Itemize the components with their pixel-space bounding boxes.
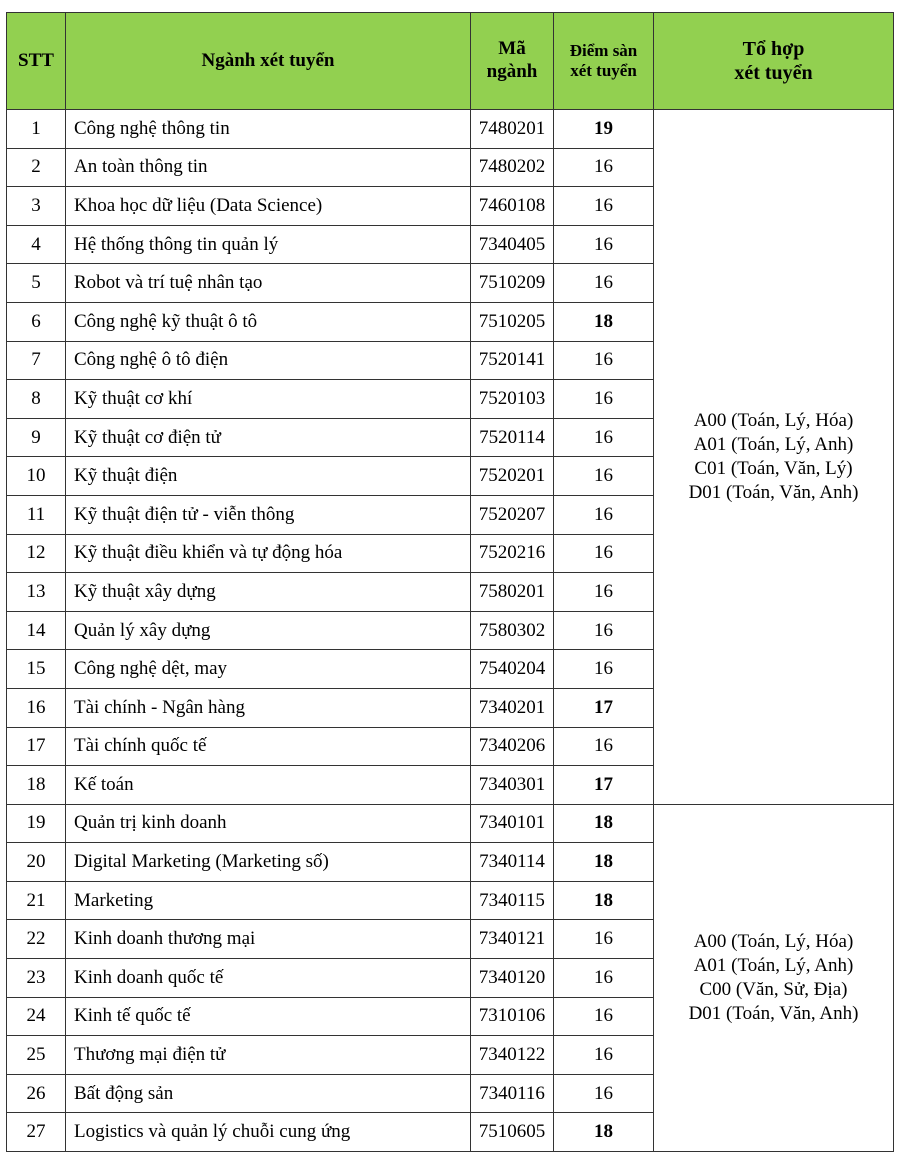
row-stt: 7 xyxy=(7,341,66,380)
row-min-score: 18 xyxy=(554,881,654,920)
row-major-name: Kinh tế quốc tế xyxy=(66,997,471,1036)
row-major-code: 7520207 xyxy=(471,495,554,534)
row-major-name: Kỹ thuật điều khiển và tự động hóa xyxy=(66,534,471,573)
combination-group-1 xyxy=(654,110,894,805)
row-major-name: Công nghệ kỹ thuật ô tô xyxy=(66,302,471,341)
header-score-line2: xét tuyển xyxy=(570,61,637,80)
row-major-code: 7340405 xyxy=(471,225,554,264)
row-major-code: 7480202 xyxy=(471,148,554,187)
row-min-score: 19 xyxy=(554,110,654,149)
table-body xyxy=(7,110,894,1152)
row-min-score: 16 xyxy=(554,457,654,496)
row-stt: 22 xyxy=(7,920,66,959)
row-stt: 3 xyxy=(7,187,66,226)
row-min-score: 16 xyxy=(554,997,654,1036)
row-min-score: 16 xyxy=(554,225,654,264)
row-major-name: Công nghệ thông tin xyxy=(66,110,471,149)
row-major-code: 7520114 xyxy=(471,418,554,457)
row-major-name: Kế toán xyxy=(66,766,471,805)
row-stt: 4 xyxy=(7,225,66,264)
table-row xyxy=(7,804,894,843)
row-stt: 27 xyxy=(7,1113,66,1152)
row-major-code: 7340114 xyxy=(471,843,554,882)
row-major-name: Robot và trí tuệ nhân tạo xyxy=(66,264,471,303)
combination-group-2 xyxy=(654,804,894,1151)
row-stt: 23 xyxy=(7,959,66,998)
row-major-name: Tài chính quốc tế xyxy=(66,727,471,766)
row-major-code: 7520201 xyxy=(471,457,554,496)
row-min-score: 16 xyxy=(554,920,654,959)
row-major-code: 7510209 xyxy=(471,264,554,303)
admission-table xyxy=(6,12,894,1152)
row-major-name: Kỹ thuật điện xyxy=(66,457,471,496)
combination-line: D01 (Toán, Văn, Anh) xyxy=(688,481,859,503)
row-stt: 24 xyxy=(7,997,66,1036)
table-row xyxy=(7,110,894,149)
row-stt: 21 xyxy=(7,881,66,920)
row-stt: 19 xyxy=(7,804,66,843)
row-major-code: 7340116 xyxy=(471,1074,554,1113)
row-major-code: 7340101 xyxy=(471,804,554,843)
header-row xyxy=(7,13,894,110)
row-major-code: 7340115 xyxy=(471,881,554,920)
row-major-code: 7310106 xyxy=(471,997,554,1036)
row-major-code: 7460108 xyxy=(471,187,554,226)
row-stt: 9 xyxy=(7,418,66,457)
header-combination xyxy=(654,13,894,110)
row-stt: 10 xyxy=(7,457,66,496)
row-major-name: Kinh doanh thương mại xyxy=(66,920,471,959)
row-min-score: 16 xyxy=(554,1074,654,1113)
row-major-code: 7510605 xyxy=(471,1113,554,1152)
row-major-name: Marketing xyxy=(66,881,471,920)
row-stt: 26 xyxy=(7,1074,66,1113)
header-code xyxy=(471,13,554,110)
combination-line: A00 (Toán, Lý, Hóa) xyxy=(693,409,854,431)
row-stt: 5 xyxy=(7,264,66,303)
row-major-code: 7340122 xyxy=(471,1036,554,1075)
row-stt: 1 xyxy=(7,110,66,149)
row-min-score: 16 xyxy=(554,534,654,573)
row-stt: 14 xyxy=(7,611,66,650)
row-major-code: 7520216 xyxy=(471,534,554,573)
row-min-score: 18 xyxy=(554,1113,654,1152)
row-stt: 13 xyxy=(7,573,66,612)
row-major-name: Kỹ thuật cơ khí xyxy=(66,380,471,419)
combination-line: C00 (Văn, Sử, Địa) xyxy=(699,978,848,1000)
row-major-name: Công nghệ ô tô điện xyxy=(66,341,471,380)
row-min-score: 16 xyxy=(554,573,654,612)
row-min-score: 18 xyxy=(554,804,654,843)
row-min-score: 16 xyxy=(554,187,654,226)
row-stt: 20 xyxy=(7,843,66,882)
row-min-score: 16 xyxy=(554,341,654,380)
combination-line: A01 (Toán, Lý, Anh) xyxy=(693,433,854,455)
header-score-line1: Điểm sàn xyxy=(569,40,638,60)
row-min-score: 16 xyxy=(554,495,654,534)
row-min-score: 17 xyxy=(554,766,654,805)
row-major-code: 7510205 xyxy=(471,302,554,341)
row-stt: 6 xyxy=(7,302,66,341)
row-major-code: 7340121 xyxy=(471,920,554,959)
row-min-score: 16 xyxy=(554,727,654,766)
row-min-score: 16 xyxy=(554,264,654,303)
combination-line: D01 (Toán, Văn, Anh) xyxy=(688,1002,859,1024)
row-major-code: 7520103 xyxy=(471,380,554,419)
header-code-line2: ngành xyxy=(486,61,538,82)
row-stt: 18 xyxy=(7,766,66,805)
row-major-name: Khoa học dữ liệu (Data Science) xyxy=(66,187,471,226)
header-combination-line2: xét tuyển xyxy=(734,62,813,84)
combination-line: C01 (Toán, Văn, Lý) xyxy=(694,457,853,479)
row-major-name: Digital Marketing (Marketing số) xyxy=(66,843,471,882)
row-major-name: Quản trị kinh doanh xyxy=(66,804,471,843)
row-major-name: Hệ thống thông tin quản lý xyxy=(66,225,471,264)
row-major-code: 7340201 xyxy=(471,688,554,727)
header-code-line1: Mã xyxy=(498,38,526,60)
row-major-name: Quản lý xây dựng xyxy=(66,611,471,650)
row-major-name: Thương mại điện tử xyxy=(66,1036,471,1075)
row-major-name: Kỹ thuật cơ điện tử xyxy=(66,418,471,457)
row-stt: 2 xyxy=(7,148,66,187)
row-major-name: An toàn thông tin xyxy=(66,148,471,187)
row-stt: 15 xyxy=(7,650,66,689)
combination-line: A00 (Toán, Lý, Hóa) xyxy=(693,930,854,952)
row-min-score: 16 xyxy=(554,959,654,998)
row-major-name: Công nghệ dệt, may xyxy=(66,650,471,689)
row-stt: 16 xyxy=(7,688,66,727)
row-major-name: Tài chính - Ngân hàng xyxy=(66,688,471,727)
row-stt: 8 xyxy=(7,380,66,419)
row-major-code: 7580201 xyxy=(471,573,554,612)
row-major-code: 7480201 xyxy=(471,110,554,149)
row-min-score: 16 xyxy=(554,1036,654,1075)
row-min-score: 16 xyxy=(554,418,654,457)
row-major-name: Kỹ thuật xây dựng xyxy=(66,573,471,612)
header-score xyxy=(554,13,654,110)
row-major-name: Kỹ thuật điện tử - viễn thông xyxy=(66,495,471,534)
row-min-score: 16 xyxy=(554,148,654,187)
row-stt: 25 xyxy=(7,1036,66,1075)
row-major-code: 7340206 xyxy=(471,727,554,766)
row-major-name: Kinh doanh quốc tế xyxy=(66,959,471,998)
combination-line: A01 (Toán, Lý, Anh) xyxy=(693,954,854,976)
row-major-code: 7580302 xyxy=(471,611,554,650)
row-stt: 12 xyxy=(7,534,66,573)
row-major-name: Bất động sản xyxy=(66,1074,471,1113)
row-min-score: 16 xyxy=(554,611,654,650)
row-min-score: 17 xyxy=(554,688,654,727)
row-major-name: Logistics và quản lý chuỗi cung ứng xyxy=(66,1113,471,1152)
row-stt: 11 xyxy=(7,495,66,534)
row-major-code: 7340120 xyxy=(471,959,554,998)
row-min-score: 18 xyxy=(554,843,654,882)
row-major-code: 7340301 xyxy=(471,766,554,805)
row-stt: 17 xyxy=(7,727,66,766)
row-min-score: 16 xyxy=(554,650,654,689)
row-min-score: 16 xyxy=(554,380,654,419)
header-combination-line1: Tổ hợp xyxy=(742,38,805,60)
row-min-score: 18 xyxy=(554,302,654,341)
row-major-code: 7520141 xyxy=(471,341,554,380)
header-stt: STT xyxy=(7,13,66,110)
header-major: Ngành xét tuyển xyxy=(66,13,471,110)
row-major-code: 7540204 xyxy=(471,650,554,689)
